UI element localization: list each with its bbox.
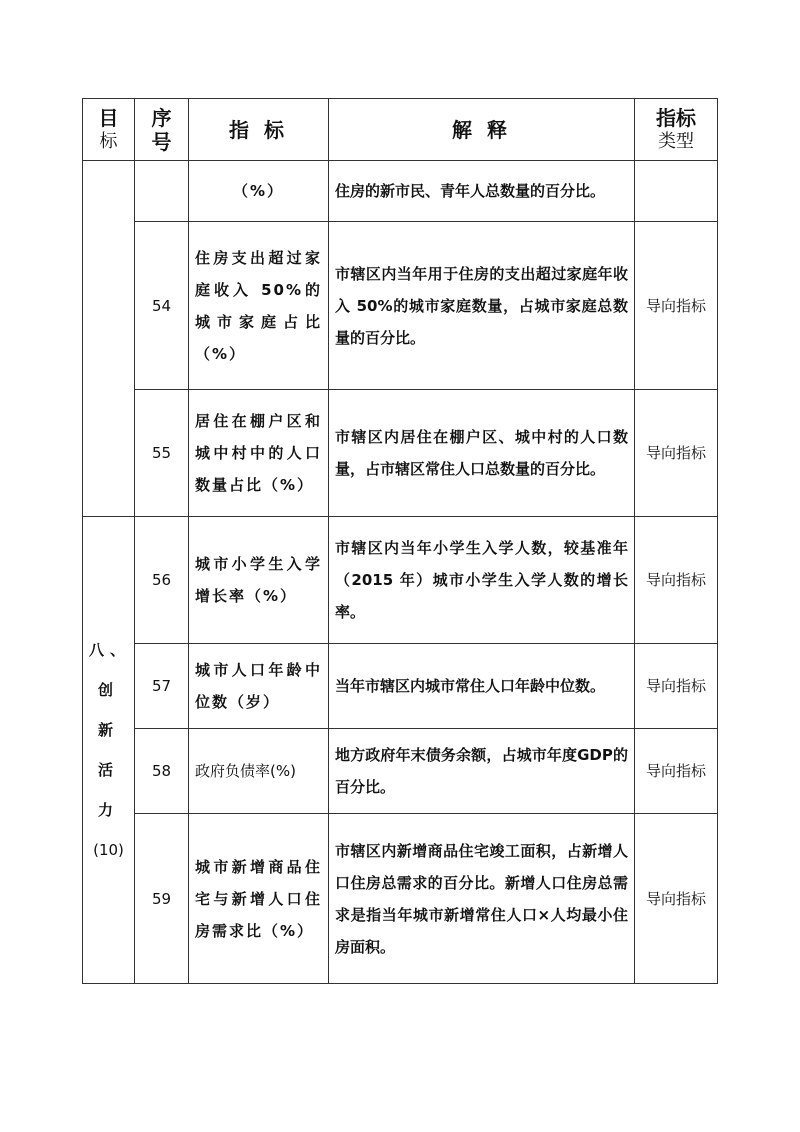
header-goal bbox=[83, 99, 135, 161]
row-number: 56 bbox=[135, 517, 189, 644]
indicator-description: 地方政府年末债务余额，占城市年度GDP的百分比。 bbox=[329, 729, 635, 814]
indicator-type: 导向指标 bbox=[635, 222, 718, 390]
row-number bbox=[135, 161, 189, 222]
goal-line3: 活力 bbox=[97, 761, 119, 819]
row-number: 54 bbox=[135, 222, 189, 390]
indicator-description: 市辖区内当年小学生入学人数，较基准年（2015 年）城市小学生入学人数的增长率。 bbox=[329, 517, 635, 644]
goal-cell-empty bbox=[83, 161, 135, 517]
indicator-type: 导向指标 bbox=[635, 390, 718, 517]
indicator-name: 政府负债率(%) bbox=[189, 729, 329, 814]
indicator-description: 住房的新市民、青年人总数量的百分比。 bbox=[329, 161, 635, 222]
table-row bbox=[83, 517, 718, 644]
goal-section-innovation bbox=[83, 517, 135, 984]
table-row bbox=[83, 161, 718, 222]
table-row bbox=[83, 222, 718, 390]
header-seq bbox=[135, 99, 189, 161]
indicator-type bbox=[635, 161, 718, 222]
header-type-line2: 类型 bbox=[658, 130, 694, 152]
row-number: 57 bbox=[135, 644, 189, 729]
header-seq-line1: 序 bbox=[151, 105, 172, 130]
indicator-name: 城市小学生入学增长率（%） bbox=[189, 517, 329, 644]
header-explanation: 解 释 bbox=[329, 99, 635, 161]
indicator-name: 城市人口年龄中位数（岁） bbox=[189, 644, 329, 729]
table-row bbox=[83, 729, 718, 814]
indicator-description: 当年市辖区内城市常住人口年龄中位数。 bbox=[329, 644, 635, 729]
row-number: 59 bbox=[135, 814, 189, 984]
indicator-table bbox=[82, 98, 718, 984]
header-type-line1: 指标 bbox=[656, 105, 696, 130]
header-seq-line2: 号 bbox=[151, 129, 172, 154]
indicator-type: 导向指标 bbox=[635, 644, 718, 729]
indicator-type: 导向指标 bbox=[635, 517, 718, 644]
indicator-description: 市辖区内当年用于住房的支出超过家庭年收入 50%的城市家庭数量，占城市家庭总数量的百分比。 bbox=[329, 222, 635, 390]
indicator-name: 居住在棚户区和城中村中的人口数量占比（%） bbox=[189, 390, 329, 517]
goal-line2: 创新 bbox=[97, 681, 119, 739]
table-row bbox=[83, 644, 718, 729]
row-number: 55 bbox=[135, 390, 189, 517]
row-number: 58 bbox=[135, 729, 189, 814]
indicator-type: 导向指标 bbox=[635, 729, 718, 814]
header-type bbox=[635, 99, 718, 161]
table-row bbox=[83, 390, 718, 517]
table-header-row bbox=[83, 99, 718, 161]
indicator-name: 住房支出超过家庭收入 50%的城市家庭占比（%） bbox=[189, 222, 329, 390]
header-goal-line1: 目 bbox=[98, 105, 119, 130]
indicator-description: 市辖区内新增商品住宅竣工面积，占新增人口住房总需求的百分比。新增人口住房总需求是指当年城市新增常住人口×人均最小住房面积。 bbox=[329, 814, 635, 984]
goal-score: (10) bbox=[93, 841, 124, 859]
indicator-type: 导向指标 bbox=[635, 814, 718, 984]
indicator-name: （%） bbox=[189, 161, 329, 222]
goal-line1: 八、 bbox=[89, 641, 132, 659]
indicator-description: 市辖区内居住在棚户区、城中村的人口数量，占市辖区常住人口总数量的百分比。 bbox=[329, 390, 635, 517]
header-goal-line2: 标 bbox=[99, 130, 118, 152]
header-indicator: 指 标 bbox=[189, 99, 329, 161]
table-row bbox=[83, 814, 718, 984]
indicator-name: 城市新增商品住宅与新增人口住房需求比（%） bbox=[189, 814, 329, 984]
